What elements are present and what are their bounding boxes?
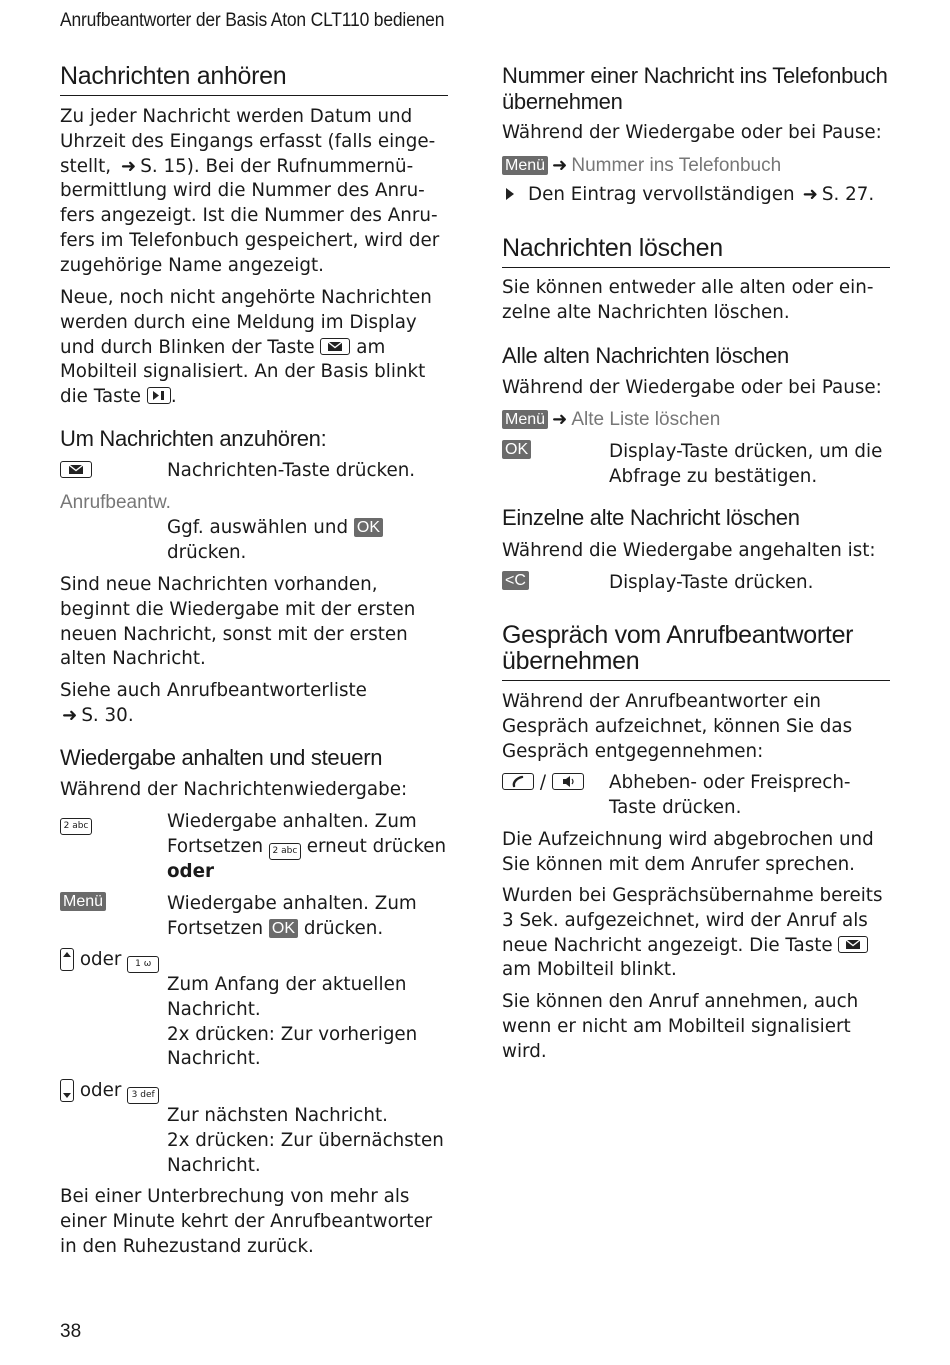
ok-softkey: OK	[354, 518, 383, 537]
paragraph-timeout: Bei einer Unterbrechung von mehr als einer Minute kehrt der Anrufbeantworter in den Ruhezustand zurück.	[60, 1186, 433, 1257]
instruction-row-key2	[60, 810, 448, 885]
speaker-key-icon	[552, 773, 584, 790]
instruction-text: Abheben- oder Freisprech-Taste drücken.	[609, 772, 851, 818]
instruction-row-ok	[502, 440, 890, 490]
menu-path-alte-liste	[502, 408, 890, 433]
envelope-key-icon	[60, 459, 92, 484]
play-pause-key-icon	[147, 387, 171, 404]
paragraph-intro-text: Zu jeder Nachricht werden Datum und Uhrzeit des Eingangs erfasst (falls einge-stellt,	[60, 106, 436, 177]
paragraph-intro	[60, 105, 448, 279]
paragraph-accept-call: Sie können den Anruf annehmen, auch wenn er nicht am Mobilteil signalisiert wird.	[502, 991, 859, 1062]
instruction-text: Wiedergabe anhalten. Zum Fortsetzen 2 abc erneut drücken oder	[167, 811, 447, 882]
text-part: am Mobilteil blinkt.	[502, 959, 677, 981]
clear-softkey: <C	[502, 571, 529, 590]
instruction-row-menu	[60, 892, 448, 942]
arrow-right-icon: ➜	[552, 155, 568, 176]
page-header: Anrufbeantworter der Basis Aton CLT110 bedienen	[60, 10, 445, 31]
intro-text: Während die Wiedergabe angehalten ist:	[502, 540, 876, 561]
section-title-gespraech-uebernehmen: Gespräch vom Anrufbeantworter übernehmen	[502, 622, 890, 681]
paragraph-delete-intro: Sie können entweder alle alten oder ein-zelne alte Nachrichten löschen.	[502, 277, 874, 323]
instruction-text: Zur nächsten Nachricht. 2x drücken: Zur übernächsten Nachricht.	[167, 1105, 444, 1176]
arrow-right-icon: ➜	[552, 409, 568, 430]
menu-path-telefonbuch	[502, 154, 890, 179]
instruction-row-nav-down	[60, 1079, 448, 1178]
text-part: Siehe auch Anrufbeantworterliste	[60, 680, 367, 701]
instruction-row-message-key	[60, 459, 448, 484]
instruction-text: Zum Anfang der aktuellen Nachricht. 2x drücken: Zur vorherigen Nachricht.	[167, 974, 418, 1070]
key-1-icon: 1 ω	[127, 956, 159, 973]
text-part: Wurden bei Gesprächsübernahme bereits 3 Sek. aufgezeichnet, wird der Anruf als neue Nachricht angezeigt. Die Taste	[502, 885, 883, 956]
page-reference: S. 30.	[81, 704, 134, 726]
page-reference: S. 15	[140, 155, 187, 177]
paragraph-recording-stopped: Die Aufzeichnung wird abgebrochen und Sie können mit dem Anrufer sprechen.	[502, 829, 874, 875]
instruction-text: Nachrichten-Taste drücken.	[167, 460, 416, 481]
paragraph-playback-order: Sind neue Nachrichten vorhanden, beginnt die Wiedergabe mit der ersten neuen Nachricht, sonst mit der ersten alten Nachricht.	[60, 574, 416, 670]
oder-label: oder	[167, 860, 215, 882]
instruction-text: Display-Taste drücken, um die Abfrage zu bestätigen.	[609, 441, 883, 487]
ok-softkey: OK	[269, 919, 298, 938]
instruction-row-nav-up	[60, 948, 448, 1072]
paragraph-new-messages	[60, 286, 448, 410]
text-part: am Mobilteil signalisiert. An der Basis blinkt die Taste	[60, 336, 426, 408]
menu-softkey: Menü	[502, 410, 548, 429]
text-part: .	[170, 386, 177, 408]
menu-option: Nummer ins Telefonbuch	[571, 155, 782, 176]
key-3-icon: 3 def	[127, 1087, 159, 1104]
step-marker-icon	[506, 188, 514, 200]
key-2-icon: 2 abc	[60, 810, 92, 835]
subsection-title-anhoeren: Um Nachrichten anzuhören:	[60, 426, 327, 451]
subsection-title-telefonbuch: Nummer einer Nachricht ins Telefonbuch übernehmen	[502, 63, 888, 114]
display-option-anrufbeantw: Anrufbeantw.	[60, 492, 171, 513]
arrow-right-icon: ➜	[120, 155, 137, 177]
nav-down-key-icon	[60, 1079, 74, 1102]
arrow-right-icon: ➜	[62, 704, 78, 726]
nav-up-key-icon	[60, 948, 74, 971]
intro-text: Während der Nachrichtenwiedergabe:	[60, 779, 408, 800]
talk-keys	[502, 771, 584, 796]
arrow-right-icon: ➜	[802, 184, 818, 205]
envelope-key-icon	[838, 936, 868, 953]
instruction-text: Wiedergabe anhalten. Zum Fortsetzen OK drücken.	[167, 893, 417, 939]
menu-option: Alte Liste löschen	[571, 409, 721, 430]
paragraph-three-seconds	[502, 884, 890, 983]
instruction-select	[167, 516, 448, 566]
paragraph-see-also	[60, 679, 448, 729]
instruction-text: Display-Taste drücken.	[609, 572, 814, 593]
subsection-title-alle-loeschen: Alle alten Nachrichten löschen	[502, 343, 789, 368]
menu-softkey: Menü	[502, 156, 548, 175]
paragraph-takeover-intro: Während der Anrufbeantworter ein Gespräch aufzeichnet, können Sie das Gespräch entgegennehmen:	[502, 691, 853, 762]
instruction-text: Ggf. auswählen und	[167, 517, 349, 538]
ok-softkey: OK	[502, 440, 531, 459]
section-title-nachrichten-anhoeren: Nachrichten anhören	[60, 63, 448, 96]
instruction-row-talk-keys	[502, 771, 890, 821]
oder-text: oder	[79, 949, 122, 970]
section-title-loeschen: Nachrichten löschen	[502, 235, 890, 268]
paragraph-intro-continued: ). Bei der Rufnummernü-bermittlung wird die Nummer des Anru-fers angezeigt. Ist die Nummer des Anru-fers im Telefonbuch gespeichert, wird der zugehörige Name angezeigt.	[60, 155, 440, 276]
handset-key-icon	[502, 773, 534, 790]
key-2-icon: 2 abc	[269, 843, 301, 860]
menu-softkey: Menü	[60, 892, 106, 911]
subsection-title-einzelne-loeschen: Einzelne alte Nachricht löschen	[502, 505, 800, 530]
instruction-text: drücken.	[167, 541, 247, 563]
page-reference: S. 27.	[821, 184, 875, 205]
intro-text: Während der Wiedergabe oder bei Pause:	[502, 122, 882, 143]
intro-text: Während der Wiedergabe oder bei Pause:	[502, 377, 882, 398]
slash-text: /	[539, 772, 546, 793]
envelope-key-icon	[320, 338, 350, 355]
step-vervollstaendigen	[502, 183, 890, 208]
subsection-title-wiedergabe: Wiedergabe anhalten und steuern	[60, 745, 383, 770]
oder-text: oder	[79, 1080, 122, 1101]
page-number: 38	[60, 1321, 82, 1342]
text-part: Neue, noch nicht angehörte Nachrichten werden durch eine Meldung im Display und durch Blinken der Taste	[60, 287, 432, 358]
instruction-row-clear	[502, 571, 890, 596]
step-text: Den Eintrag vervollständigen	[528, 184, 795, 205]
